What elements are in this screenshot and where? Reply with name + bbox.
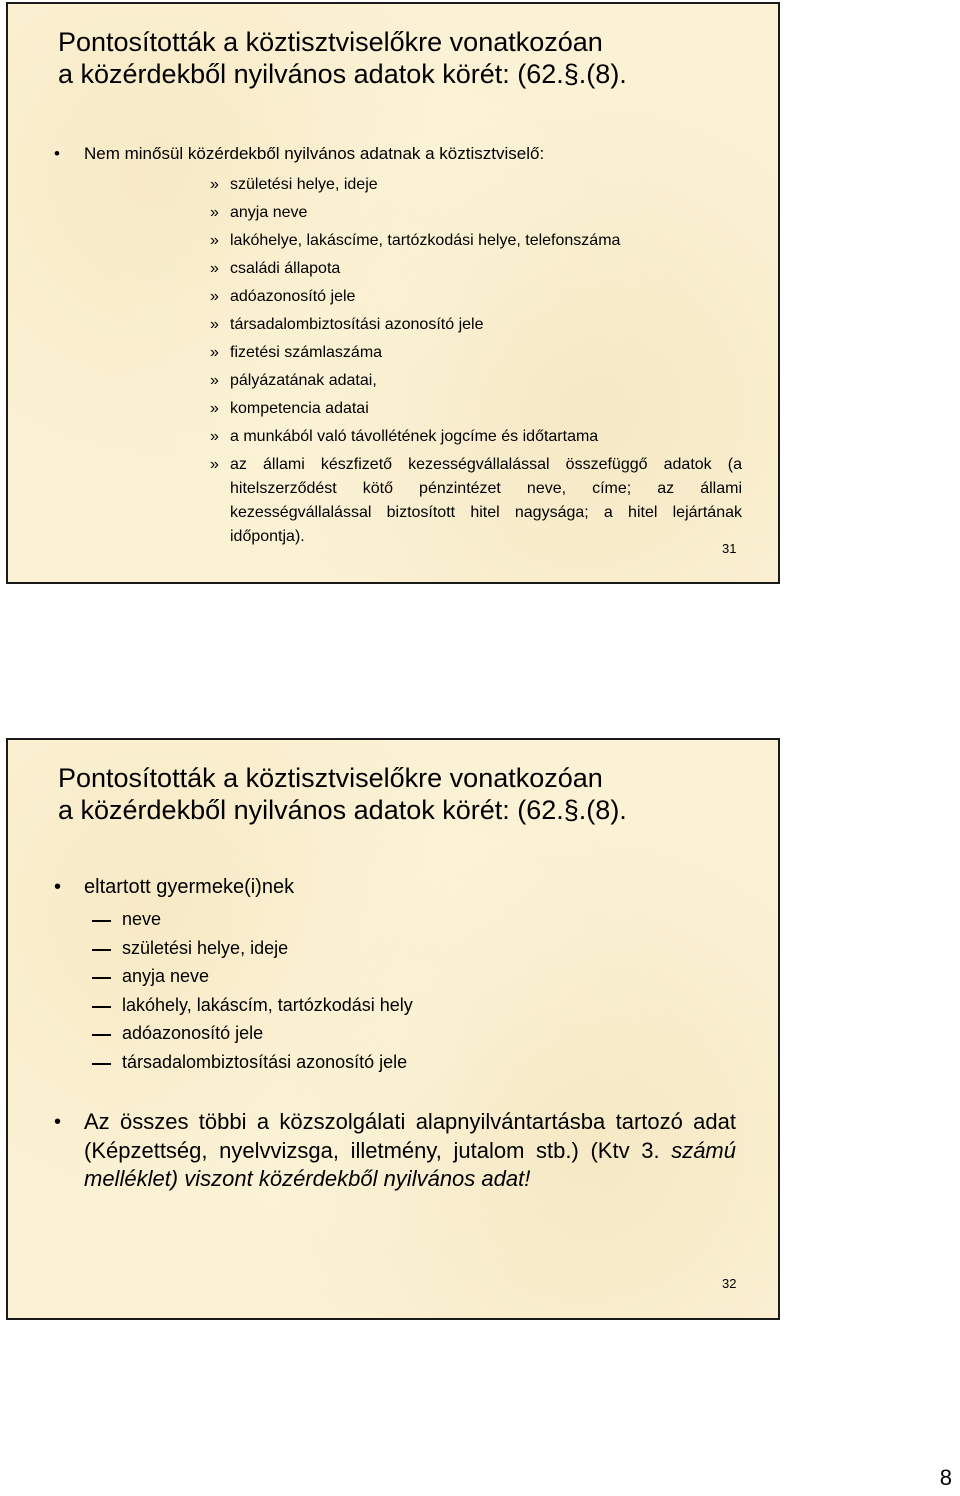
list-item: neve <box>92 905 413 934</box>
protected-data-list <box>210 171 742 549</box>
public-data-paragraph-text <box>54 1108 736 1194</box>
public-data-paragraph <box>54 1108 736 1194</box>
slide-title <box>58 26 758 90</box>
list-item: születési helye, ideje <box>92 934 413 963</box>
list-item: » kompetencia adatai <box>210 395 742 423</box>
list-item: társadalombiztosítási azonosító jele <box>92 1048 413 1077</box>
list-item: » születési helye, ideje <box>210 171 742 199</box>
paragraph-italic-text: számú melléklet) viszont közérdekből nyilvános adat! <box>84 1137 736 1191</box>
slide-title-line1: Pontosították a köztisztviselőkre vonatkozóan <box>58 763 603 793</box>
list-item: » anyja neve <box>210 199 742 227</box>
list-item: » adóazonosító jele <box>210 283 742 311</box>
list-item: » az állami készfizető kezességvállalással összefüggő adatok (a hitelszerződést kötő pénzintézet neve, címe; az állami kezességvállalással biztosított hitel nagysága; a hitel lejártának időpontja). <box>210 453 742 549</box>
list-item: » lakóhelye, lakáscíme, tartózkodási helye, telefonszáma <box>210 227 742 255</box>
slide-title-line2: a közérdekből nyilvános adatok körét: (62.§.(8). <box>58 59 627 89</box>
slide-page-number: 32 <box>722 1276 737 1291</box>
slide-page-number: 31 <box>722 541 737 556</box>
list-item: » pályázatának adatai, <box>210 367 742 395</box>
list-item: » fizetési számlaszáma <box>210 339 742 367</box>
main-bullet-text: • Nem minősül közérdekből nyilvános adatnak a köztisztviselő: <box>84 144 545 163</box>
list-item: anyja neve <box>92 962 413 991</box>
slide-title <box>58 762 758 826</box>
paragraph-normal-text: Az összes többi a közszolgálati alapnyilvántartásba tartozó adat (Képzettség, nyelvvizsga, illetmény, jutalom stb.) (Ktv 3. <box>84 1109 736 1163</box>
list-item: lakóhely, lakáscím, tartózkodási hely <box>92 991 413 1020</box>
list-item: » társadalombiztosítási azonosító jele <box>210 311 742 339</box>
list-item: » családi állapota <box>210 255 742 283</box>
list-item: adóazonosító jele <box>92 1019 413 1048</box>
slide-title-line1: Pontosították a köztisztviselőkre vonatkozóan <box>58 27 603 57</box>
children-bullet <box>54 876 736 899</box>
children-bullet-text: • eltartott gyermeke(i)nek <box>84 876 295 898</box>
slide-title-line2: a közérdekből nyilvános adatok körét: (62.§.(8). <box>58 795 627 825</box>
children-data-list <box>92 905 413 1077</box>
list-item: » a munkából való távollétének jogcíme és időtartama <box>210 423 742 451</box>
slide-32 <box>6 738 780 1320</box>
slide-31 <box>6 2 780 584</box>
document-page-number: 8 <box>939 1465 952 1490</box>
main-bullet <box>54 144 544 164</box>
